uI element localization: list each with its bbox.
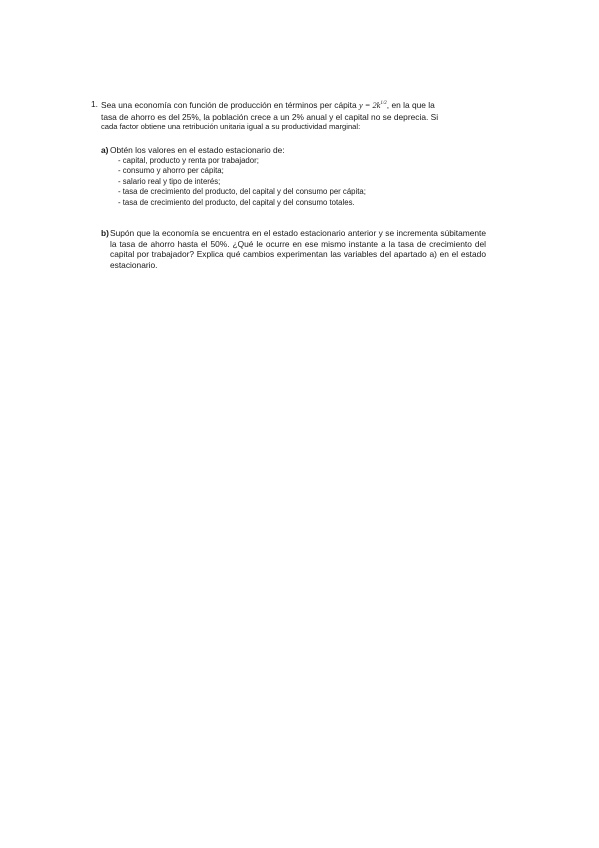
part-b-label: b): [101, 228, 109, 238]
list-item: - tasa de crecimiento del producto, del capital y del consumo per cápita;: [118, 187, 366, 196]
part-a: [101, 145, 486, 208]
statement-text-post: , en la que la: [386, 100, 435, 110]
exercise-number: 1.: [91, 99, 98, 109]
exercise-1: [91, 99, 486, 270]
list-item: - tasa de crecimiento del producto, del capital y del consumo totales.: [118, 197, 355, 207]
statement-line-3: cada factor obtiene una retribución unitaria igual a su productividad marginal:: [101, 122, 361, 131]
statement-line-2: tasa de ahorro es del 25%, la población crece a un 2% anual y el capital no se deprecia. Si: [101, 111, 439, 122]
part-b: [101, 228, 486, 270]
exercise-statement: [101, 99, 486, 133]
formula-exponent: 1/2: [380, 101, 387, 106]
part-a-label: a): [101, 145, 109, 155]
part-b-text: Supón que la economía se encuentra en el estado estacionario anterior y se incrementa súbitamente la tasa de ahorro hasta el 50%. ¿Qué le ocurre en ese mismo instante a la tasa de crecimiento del capital por trabajador? Explica qué cambios experimentan las variables del apartado a) en el estado estacionario.: [110, 228, 486, 270]
production-function-formula: $y = 2k^{1/2}$: [358, 101, 387, 110]
statement-text-pre: Sea una economía con función de producción en términos per cápita: [101, 100, 359, 110]
list-item: - capital, producto y renta por trabajador;: [118, 155, 259, 165]
list-item: - consumo y ahorro per cápita;: [118, 166, 224, 175]
part-a-list: [110, 156, 486, 209]
list-item: - salario real y tipo de interés;: [118, 176, 221, 186]
statement-line-1: [101, 99, 486, 112]
part-a-lead: Obtén los valores en el estado estacionario de:: [110, 145, 285, 155]
